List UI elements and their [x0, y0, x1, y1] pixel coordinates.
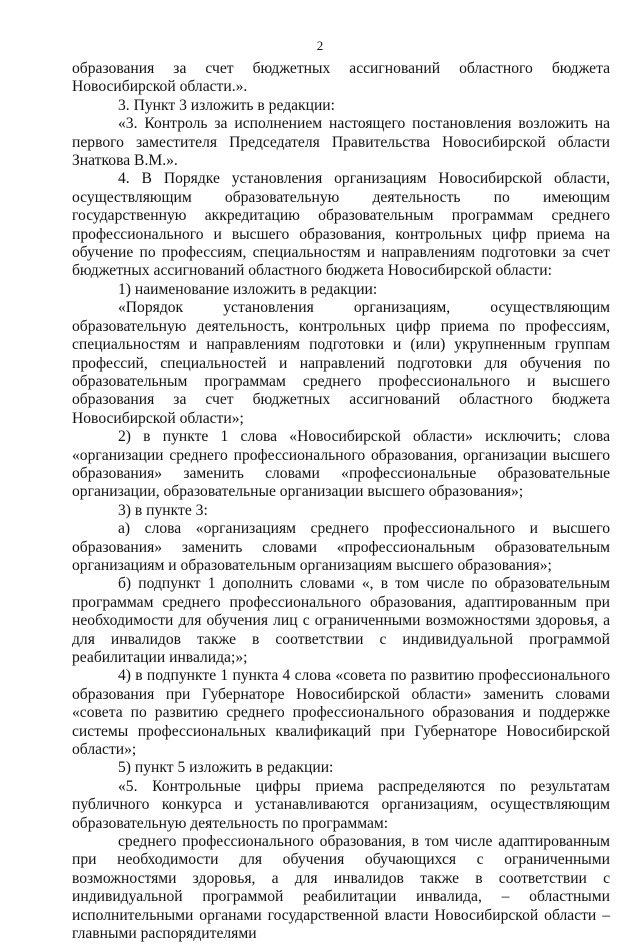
paragraph-subitem-4: 4) в подпункте 1 пункта 4 слова «совета по развитию профессионального образования при Губернаторе Новосибирской области» заменить словами «совета по развитию среднего профессионального образования и поддержке системы профессиональных квалификаций при Губернаторе Новосибирской области»;	[72, 667, 610, 759]
page-number: 2	[316, 38, 324, 53]
paragraph-subitem-2: 2) в пункте 1 слова «Новосибирской области» исключить; слова «организации среднего профессионального образования, организации высшего образования» заменить словами «профессиональные образовательные организации, образовательные организации высшего образования»;	[72, 428, 610, 501]
document-body	[72, 60, 610, 944]
paragraph-subitem-3: 3) в пункте 3:	[118, 501, 208, 519]
paragraph-item-3: 3. Пункт 3 изложить в редакции:	[118, 96, 335, 114]
paragraph-item-4: 4. В Порядке установления организациям Новосибирской области, осуществляющим образовательную деятельность по имеющим государственную аккредитацию образовательным программам среднего профессионального и высшего образования, контрольных цифр приема на обучение по профессиям, специальностям и направлениям подготовки за счет бюджетных ассигнований областного бюджета Новосибирской области:	[72, 170, 610, 280]
paragraph-subitem-5: 5) пункт 5 изложить в редакции:	[118, 759, 334, 777]
paragraph-item-5-text: «5. Контрольные цифры приема распределяются по результатам публичного конкурса и устанавливаются организациям, осуществляющим образовательную деятельность по программам:	[72, 777, 610, 832]
paragraph-subitem-3a: а) слова «организациям среднего профессионального и высшего образования» заменить словами «профессиональным образовательным организациям и образовательным организациям высшего образования»;	[72, 520, 610, 574]
paragraph-subitem-1: 1) наименование изложить в редакции:	[118, 280, 378, 298]
paragraph-subitem-3b: б) подпункт 1 дополнить словами «, в том числе по образовательным программам среднего профессионального образования, адаптированным при необходимости для обучения лиц с ограниченными возможностями здоровья, а для инвалидов также в соответствии с индивидуальной программой реабилитации инвалида;»;	[72, 575, 610, 666]
paragraph-subitem-1-text: «Порядок установления организациям, осуществляющим образовательную деятельность, контрольных цифр приема по профессиям, специальностям и направлениям подготовки и (или) укрупненным группам профессий, специальностей и направлений подготовки для обучения по образовательным программам среднего профессионального и высшего образования за счет бюджетных ассигнований областного бюджета Новосибирской области»;	[72, 299, 610, 427]
paragraph-continuation: образования за счет бюджетных ассигнований областного бюджета Новосибирской области.».	[72, 60, 610, 96]
paragraph-item-3-text: «3. Контроль за исполнением настоящего постановления возложить на первого заместителя Председателя Правительства Новосибирской области Знаткова В.М.».	[72, 115, 610, 170]
paragraph-item-5-spo: среднего профессионального образования, в том числе адаптированным при необходимости для обучения обучающихся с ограниченными возможностями здоровья, а для инвалидов также в соответствии с индивидуальной программой реабилитации инвалида, – областными исполнительными органами государственной власти Новосибирской области – главными распорядителями	[72, 833, 610, 943]
